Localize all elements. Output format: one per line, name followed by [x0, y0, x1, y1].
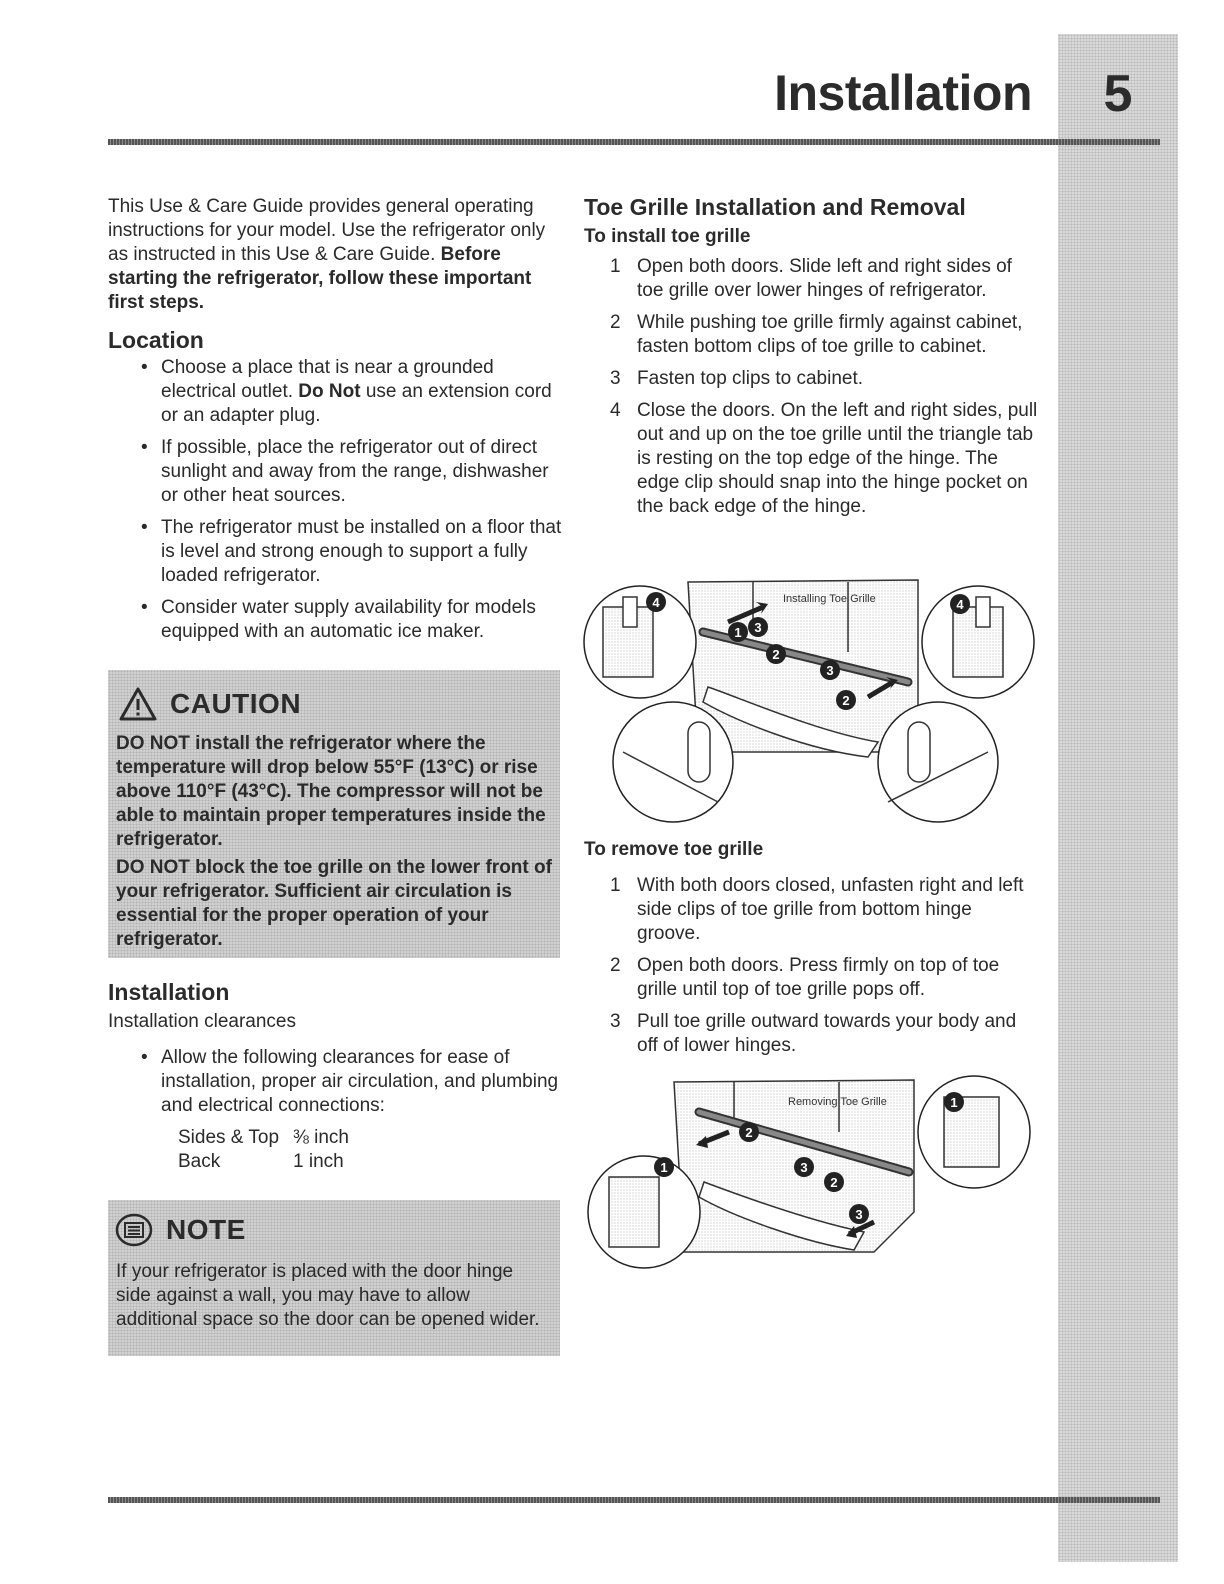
- svg-text:3: 3: [754, 620, 762, 635]
- installing-toe-grille-diagram: [578, 572, 1038, 832]
- location-bullet: • Consider water supply availability for models equipped with an automatic ice maker.: [108, 596, 563, 644]
- caution-paragraph-1: DO NOT install the refrigerator where the temperature will drop below 55°F (13°C) or rise above 110°F (43°C). The compressor will not be able to maintain proper temperatures inside the refrigerator.: [116, 733, 546, 850]
- remove-step: 2 Open both doors. Press firmly on top of toe grille until top of toe grille pops off.: [610, 955, 1000, 1000]
- caution-box: [108, 670, 560, 958]
- page-title: Installation: [774, 65, 1032, 121]
- svg-text:2: 2: [830, 1175, 838, 1190]
- remove-diagram-label: Removing Toe Grille: [788, 1096, 887, 1108]
- intro-bold: Before starting the refrigerator, follow these important first steps.: [108, 244, 532, 313]
- svg-text:2: 2: [745, 1125, 753, 1140]
- chapter-side-band: [1058, 34, 1178, 1562]
- remove-toe-grille-heading: To remove toe grille: [584, 839, 764, 860]
- warning-triangle-icon: [118, 686, 158, 722]
- install-detail-right-bottom: [878, 702, 998, 822]
- chapter-number: 5: [1103, 65, 1133, 123]
- install-step: 3 Fasten top clips to cabinet.: [610, 368, 864, 389]
- note-title: NOTE: [166, 1214, 246, 1245]
- clearance-row: Back 1 inch: [178, 1151, 344, 1172]
- install-step: 4 Close the doors. On the left and right sides, pull out and up on the toe grille until the triangle tab is resting on the top edge of the hinge. The edge clip should snap into the hinge pocket on the back edge of the hinge.: [610, 400, 1038, 517]
- footer-rule: [108, 1497, 1160, 1503]
- remove-step: 3 Pull toe grille outward towards your body and off of lower hinges.: [610, 1011, 1017, 1056]
- location-bullet: • The refrigerator must be installed on a floor that is level and strong enough to support a fully loaded refrigerator.: [108, 516, 563, 588]
- installation-heading: Installation: [108, 979, 230, 1005]
- clearance-row: Sides & Top ⅜ inch: [178, 1127, 349, 1148]
- location-heading: Location: [108, 327, 204, 353]
- svg-text:1: 1: [734, 625, 742, 640]
- install-toe-grille-heading: To install toe grille: [584, 226, 751, 247]
- caution-title: CAUTION: [170, 688, 302, 719]
- toe-grille-heading: Toe Grille Installation and Removal: [584, 194, 966, 220]
- intro-text: This Use & Care Guide provides general operating instructions for your model. Use the refrigerator only as instructed in this Use & Care Guide.: [108, 196, 546, 265]
- location-section: [108, 328, 563, 652]
- caution-title-row: [118, 686, 301, 722]
- install-diagram-label: Installing Toe Grille: [783, 593, 876, 605]
- svg-text:3: 3: [800, 1160, 808, 1175]
- location-bullet: • Choose a place that is near a grounded electrical outlet. Do Not use an extension cord or an adapter plug.: [108, 356, 563, 428]
- location-bullet: • If possible, place the refrigerator out of direct sunlight and away from the range, dishwasher or other heat sources.: [108, 436, 563, 508]
- svg-text:4: 4: [956, 597, 964, 612]
- svg-text:3: 3: [855, 1207, 863, 1222]
- note-icon: [114, 1212, 154, 1248]
- header-rule: [108, 139, 1160, 145]
- remove-steps: [584, 874, 1039, 1058]
- install-steps: [584, 255, 1039, 519]
- svg-text:2: 2: [842, 693, 850, 708]
- note-title-row: [114, 1212, 246, 1248]
- install-detail-left-bottom: [613, 702, 733, 822]
- note-text: If your refrigerator is placed with the door hinge side against a wall, you may have to allow additional space so the door can be opened wider.: [116, 1261, 540, 1330]
- clearance-table: [178, 1126, 349, 1174]
- svg-text:1: 1: [660, 1160, 668, 1175]
- installation-bullet: • Allow the following clearances for ease of installation, proper air circulation, and plumbing and electrical connections:: [108, 1046, 563, 1118]
- remove-section: [584, 838, 1039, 1066]
- remove-step: 1 With both doors closed, unfasten right and left side clips of toe grille from bottom hinge groove.: [610, 875, 1024, 944]
- svg-text:1: 1: [950, 1095, 958, 1110]
- install-step: 1 Open both doors. Slide left and right sides of toe grille over lower hinges of refrigerator.: [610, 256, 1012, 301]
- svg-text:4: 4: [652, 595, 660, 610]
- svg-text:2: 2: [772, 647, 780, 662]
- installation-section: [108, 980, 563, 1174]
- note-box: [108, 1200, 560, 1356]
- intro-paragraph: [108, 195, 563, 315]
- install-step: 2 While pushing toe grille firmly against cabinet, fasten bottom clips of toe grille to cabinet.: [610, 312, 1023, 357]
- removing-toe-grille-diagram: [584, 1072, 1039, 1272]
- caution-paragraph-2: DO NOT block the toe grille on the lower front of your refrigerator. Sufficient air circulation is essential for the proper operation of your refrigerator.: [116, 857, 552, 950]
- installation-subheading: Installation clearances: [108, 1011, 296, 1032]
- svg-text:3: 3: [826, 663, 834, 678]
- toe-grille-section: [584, 195, 1039, 527]
